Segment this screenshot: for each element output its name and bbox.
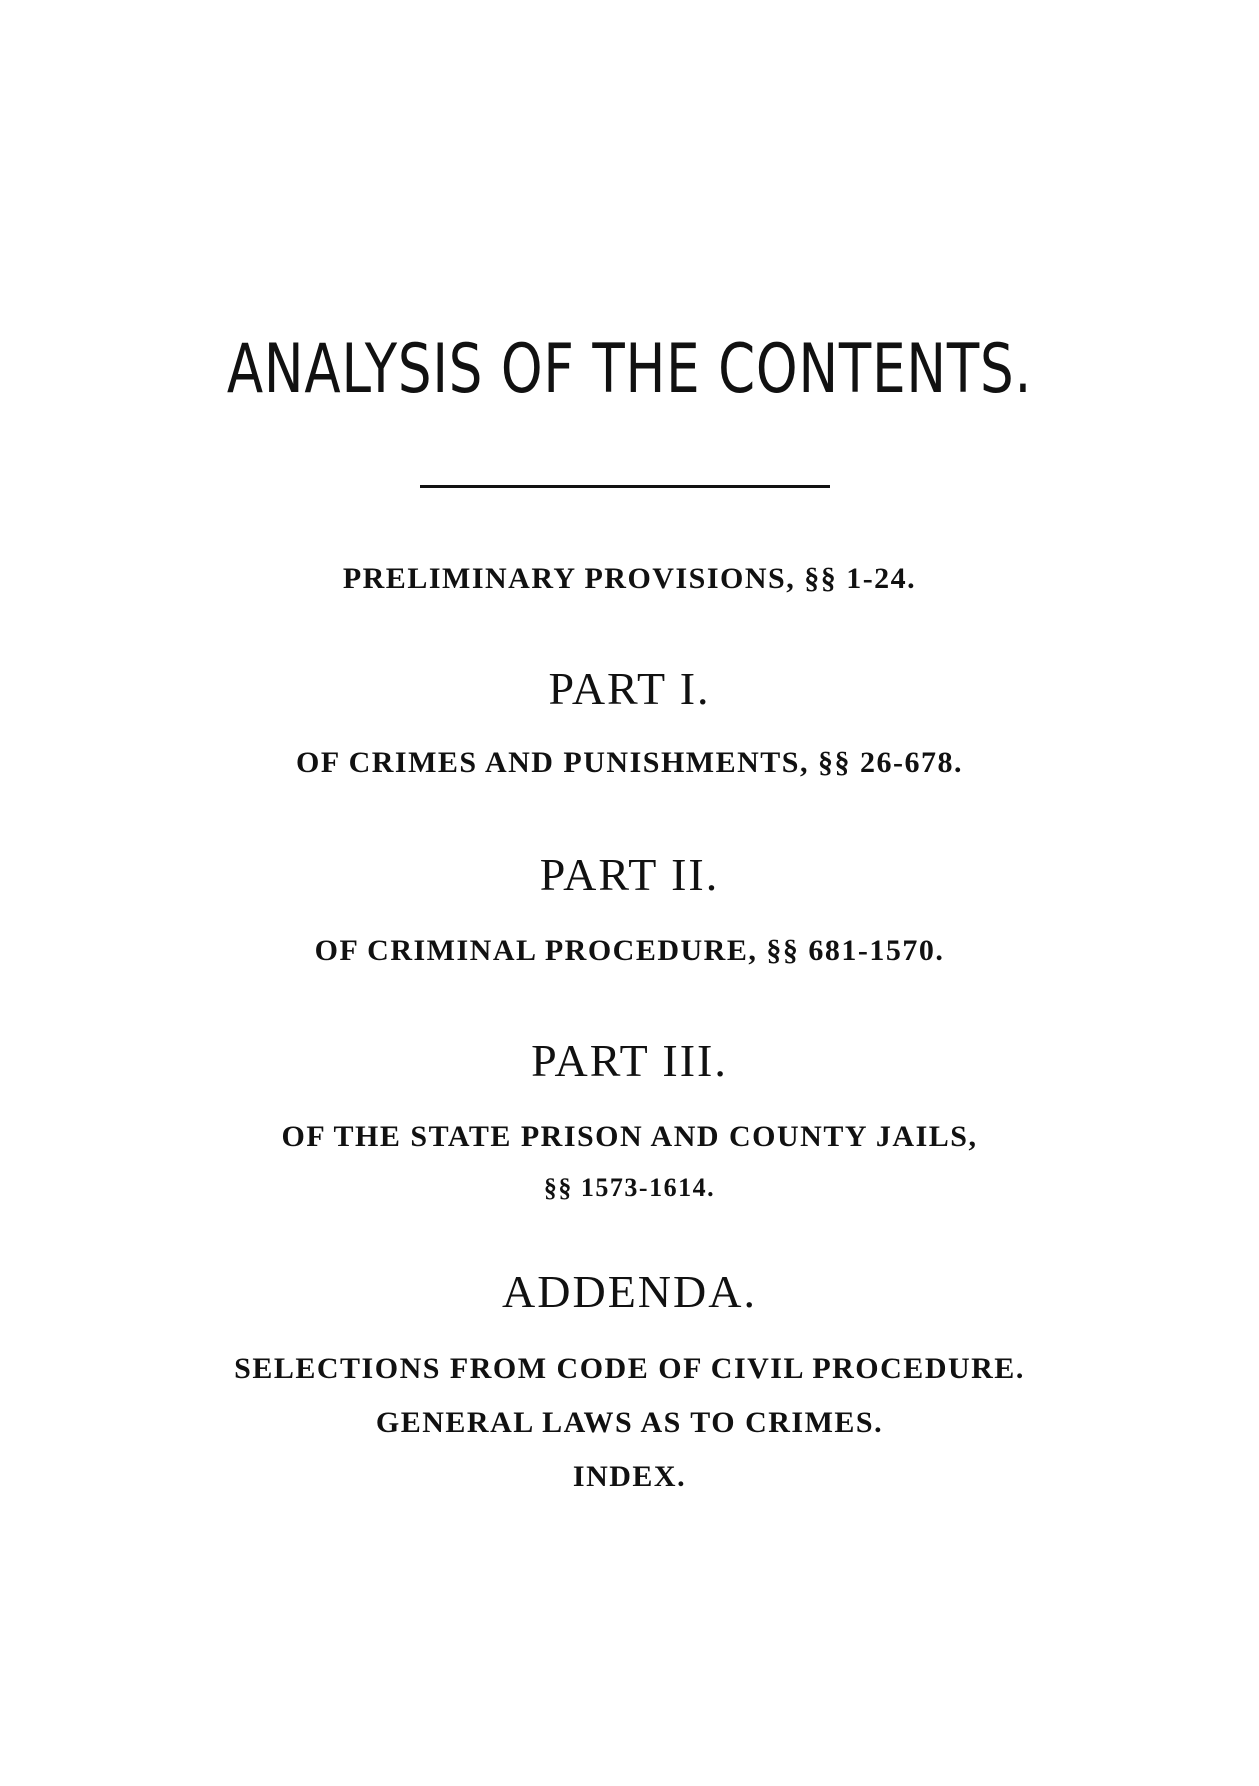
addenda-heading: ADDENDA. <box>502 1266 757 1317</box>
addenda-item: INDEX. <box>572 1460 687 1493</box>
part-2-description: OF CRIMINAL PROCEDURE, §§ 681-1570. <box>314 934 945 967</box>
addenda-item: GENERAL LAWS AS TO CRIMES. <box>375 1406 884 1439</box>
part-3-description: OF THE STATE PRISON AND COUNTY JAILS, <box>281 1120 978 1153</box>
part-1-description: OF CRIMES AND PUNISHMENTS, §§ 26-678. <box>296 746 963 779</box>
part-2-heading: PART II. <box>539 849 720 900</box>
title-divider <box>420 485 830 488</box>
addenda-item: SELECTIONS FROM CODE OF CIVIL PROCEDURE. <box>234 1352 1025 1385</box>
part-1-heading: PART I. <box>548 663 711 714</box>
page-title: ANALYSIS OF THE CONTENTS. <box>226 330 1033 409</box>
part-3-sections: §§ 1573-1614. <box>543 1173 716 1202</box>
part-3-heading: PART III. <box>531 1035 728 1086</box>
preliminary-provisions: PRELIMINARY PROVISIONS, §§ 1-24. <box>342 562 917 595</box>
